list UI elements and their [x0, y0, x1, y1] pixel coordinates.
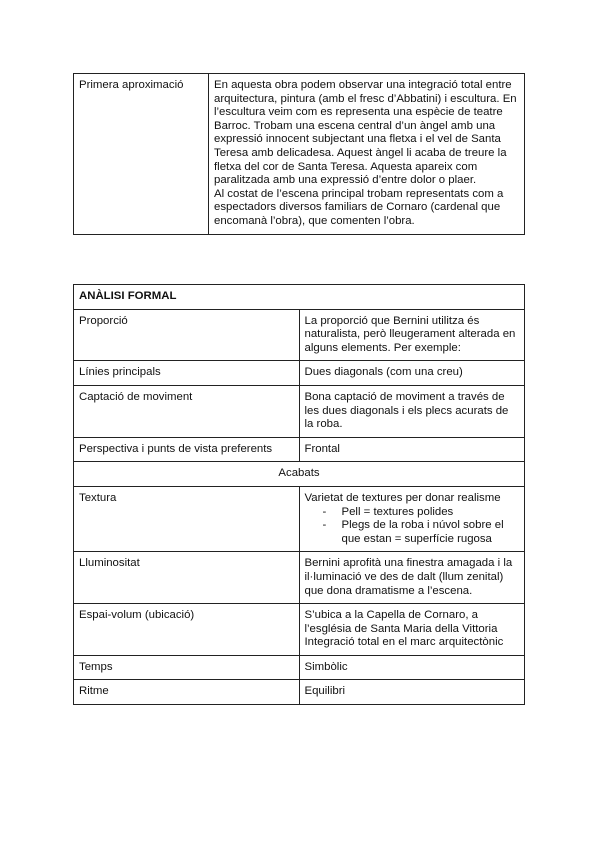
paragraph: Integració total en el marc arquitectònic: [304, 636, 504, 649]
row-label: Temps: [74, 655, 300, 680]
row-value: La proporció que Bernini utilitza és naturalista, però lleugerament alterada en alguns elements. Per exemple:: [299, 309, 525, 361]
table-subheader-row: [74, 462, 525, 487]
row-value: Dues diagonals (com una creu): [299, 361, 525, 386]
section-heading: Acabats: [74, 462, 525, 487]
table-row: [74, 437, 525, 462]
row-label: Ritme: [74, 680, 300, 705]
row-value: Bona captació de moviment a través de les dues diagonals i els plecs acurats de la roba.: [299, 385, 525, 437]
table-row: [74, 385, 525, 437]
table-row: [74, 74, 525, 235]
table-row: [74, 680, 525, 705]
row-value: [299, 486, 525, 551]
table-row: [74, 361, 525, 386]
table-row: [74, 309, 525, 361]
row-value: [209, 74, 525, 235]
row-label: Captació de moviment: [74, 385, 300, 437]
row-label: Lluminositat: [74, 552, 300, 604]
row-value: Frontal: [299, 437, 525, 462]
row-value: Bernini aprofità una finestra amagada i la il·luminació ve des de dalt (llum zenital) que dona dramatisme a l’escena.: [299, 552, 525, 604]
table-row: [74, 486, 525, 551]
paragraph: Al costat de l’escena principal trobam representats com a espectadors diversos familiars de Cornaro (cardenal que encomanà l’obra), que comenten l’obra.: [214, 187, 504, 227]
table-row: [74, 655, 525, 680]
row-value: [299, 604, 525, 656]
row-label: Proporció: [74, 309, 300, 361]
table-row: [74, 604, 525, 656]
row-label: Línies principals: [74, 361, 300, 386]
row-label: Primera aproximació: [74, 74, 209, 235]
paragraph: S’ubica a la Capella de Cornaro, a l’església de Santa Maria della Vittoria: [304, 609, 498, 635]
table-header-row: [74, 285, 525, 310]
list-item: - Plegs de la roba i núvol sobre el que estan = superfície rugosa: [342, 519, 520, 546]
first-approach-table: [73, 73, 525, 235]
table-row: [74, 552, 525, 604]
paragraph: En aquesta obra podem observar una integració total entre arquitectura, pintura (amb el fresc d’Abbatini) i escultura. En l’escultura veim com es representa una espècie de teatre Barroc. Trobam una escena central d’un àngel amb una expressió innocent subjectant una fletxa i el vel de Santa Teresa amb delicadesa. Aquest àngel li acaba de treure la fletxa del cor de Santa Teresa. Aquesta apareix com paralitzada amb una expressió d’entre dolor o plaer.: [214, 79, 517, 187]
list-item: - Pell = textures polides: [342, 506, 520, 520]
paragraph: Varietat de textures per donar realisme: [304, 491, 501, 504]
table-header: ANÀLISI FORMAL: [74, 285, 525, 310]
row-label: Perspectiva i punts de vista preferents: [74, 437, 300, 462]
row-label: Espai-volum (ubicació): [74, 604, 300, 656]
row-label: Textura: [74, 486, 300, 551]
row-value: Simbòlic: [299, 655, 525, 680]
bullet-list: [305, 506, 520, 547]
row-value: Equilibri: [299, 680, 525, 705]
formal-analysis-table: [73, 284, 525, 705]
